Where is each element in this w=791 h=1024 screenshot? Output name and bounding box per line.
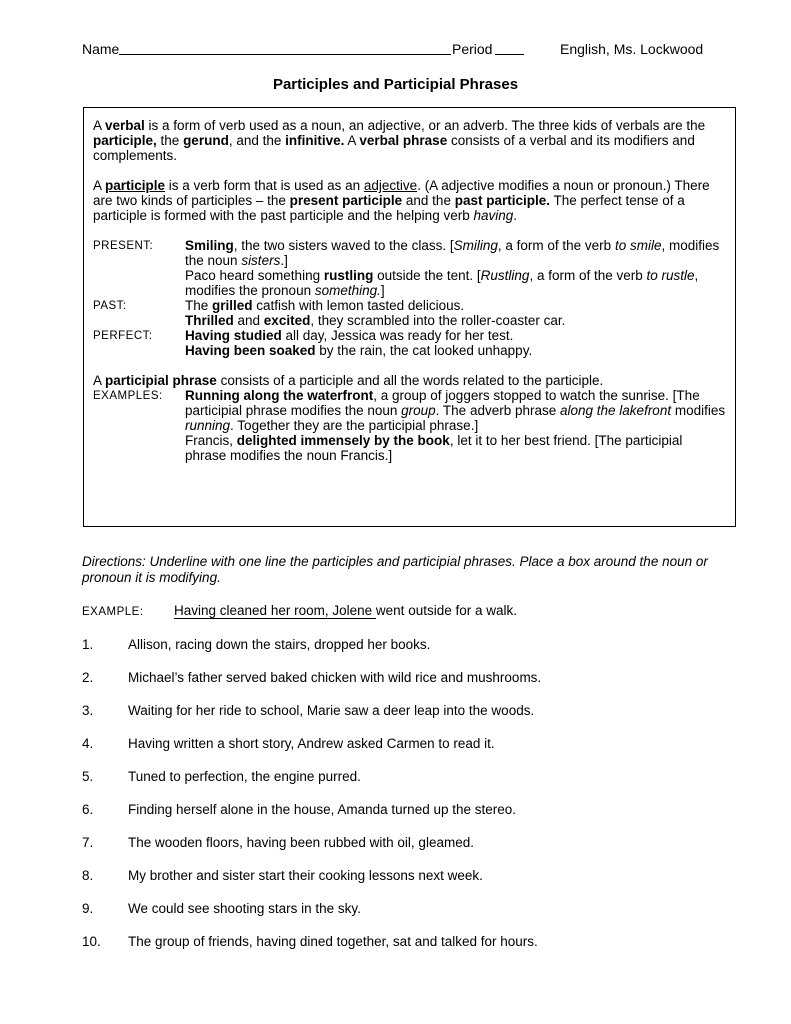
directions: Directions: Underline with one line the participles and participial phrases. Place a box around the noun or pronoun it is modifying. xyxy=(82,554,708,585)
course-label: English, Ms. Lockwood xyxy=(560,41,704,57)
participle-definition: A participle is a verb form that is used as an adjective. (A adjective modifies a noun or pronoun.) There are two kinds of participles – the present participle and the past participle. The perfect tense of a participle is formed with the past participle and the helping verb having. xyxy=(93,178,710,223)
present-example-2: Paco heard something rustling outside the tent. [Rustling, a form of the verb to rustle, modifies the pronoun something.] xyxy=(185,268,699,298)
list-item[interactable]: 3. Waiting for her ride to school, Marie saw a deer leap into the woods. xyxy=(82,703,535,718)
list-item[interactable]: 9. We could see shooting stars in the sky. xyxy=(82,901,361,916)
definitions-box xyxy=(83,107,736,527)
name-label: Name xyxy=(82,41,120,57)
perfect-example-2: Having been soaked by the rain, the cat looked unhappy. xyxy=(185,343,533,358)
period-blank[interactable] xyxy=(495,41,524,55)
past-example-2: Thrilled and excited, they scrambled into the roller-coaster car. xyxy=(185,313,566,328)
phrase-example-1: EXAMPLES: Running along the waterfront, a group of joggers stopped to watch the sunrise. [The participial phrase modifies the noun group. The adverb phrase along the lakefront modifies running. Together they are the participial phrase.] xyxy=(93,388,726,433)
name-blank[interactable] xyxy=(119,41,451,55)
past-example-1: PAST: The grilled catfish with lemon tasted delicious. xyxy=(93,298,465,313)
period-label: Period xyxy=(452,41,493,57)
list-item[interactable]: 4. Having written a short story, Andrew asked Carmen to read it. xyxy=(82,736,495,751)
verbal-definition: A verbal is a form of verb used as a noun, an adjective, or an adverb. The three kids of verbals are the participle, the gerund, and the infinitive. A verbal phrase consists of a verbal and its modifiers and complements. xyxy=(93,118,706,163)
list-item[interactable]: 8. My brother and sister start their cooking lessons next week. xyxy=(82,868,483,883)
list-item[interactable]: 6. Finding herself alone in the house, Amanda turned up the stereo. xyxy=(82,802,517,817)
perfect-example-1: PERFECT: Having studied all day, Jessica was ready for her test. xyxy=(93,328,514,343)
participial-phrase-definition: A participial phrase consists of a participle and all the words related to the participle. xyxy=(93,373,604,388)
list-item[interactable]: 10. The group of friends, having dined together, sat and talked for hours. xyxy=(82,934,538,949)
list-item[interactable]: 1. Allison, racing down the stairs, dropped her books. xyxy=(82,637,431,652)
exercise-list xyxy=(82,637,742,967)
present-label: PRESENT: xyxy=(93,240,154,252)
examples-label: EXAMPLES: xyxy=(93,390,163,402)
example-label: EXAMPLE: xyxy=(82,606,144,618)
page-title: Participles and Participial Phrases xyxy=(272,76,519,93)
example-underlined-phrase: Having cleaned her room, xyxy=(174,603,329,618)
phrase-example-2: Francis, delighted immensely by the book, let it to her best friend. [The participial phrase modifies the noun Francis.] xyxy=(185,433,683,463)
list-item[interactable]: 5. Tuned to perfection, the engine purred. xyxy=(82,769,361,784)
past-label: PAST: xyxy=(93,300,127,312)
example-underlined-noun: Jolene xyxy=(329,603,376,619)
present-example-1: PRESENT: Smiling, the two sisters waved to the class. [Smiling, a form of the verb to smile, modifies the noun sisters.] xyxy=(93,238,720,268)
perfect-label: PERFECT: xyxy=(93,330,153,342)
list-item[interactable]: 7. The wooden floors, having been rubbed with oil, gleamed. xyxy=(82,835,474,850)
list-item[interactable]: 2. Michael’s father served baked chicken with wild rice and mushrooms. xyxy=(82,670,542,685)
worked-example: EXAMPLE: Having cleaned her room, Jolene went outside for a walk. xyxy=(82,603,517,618)
